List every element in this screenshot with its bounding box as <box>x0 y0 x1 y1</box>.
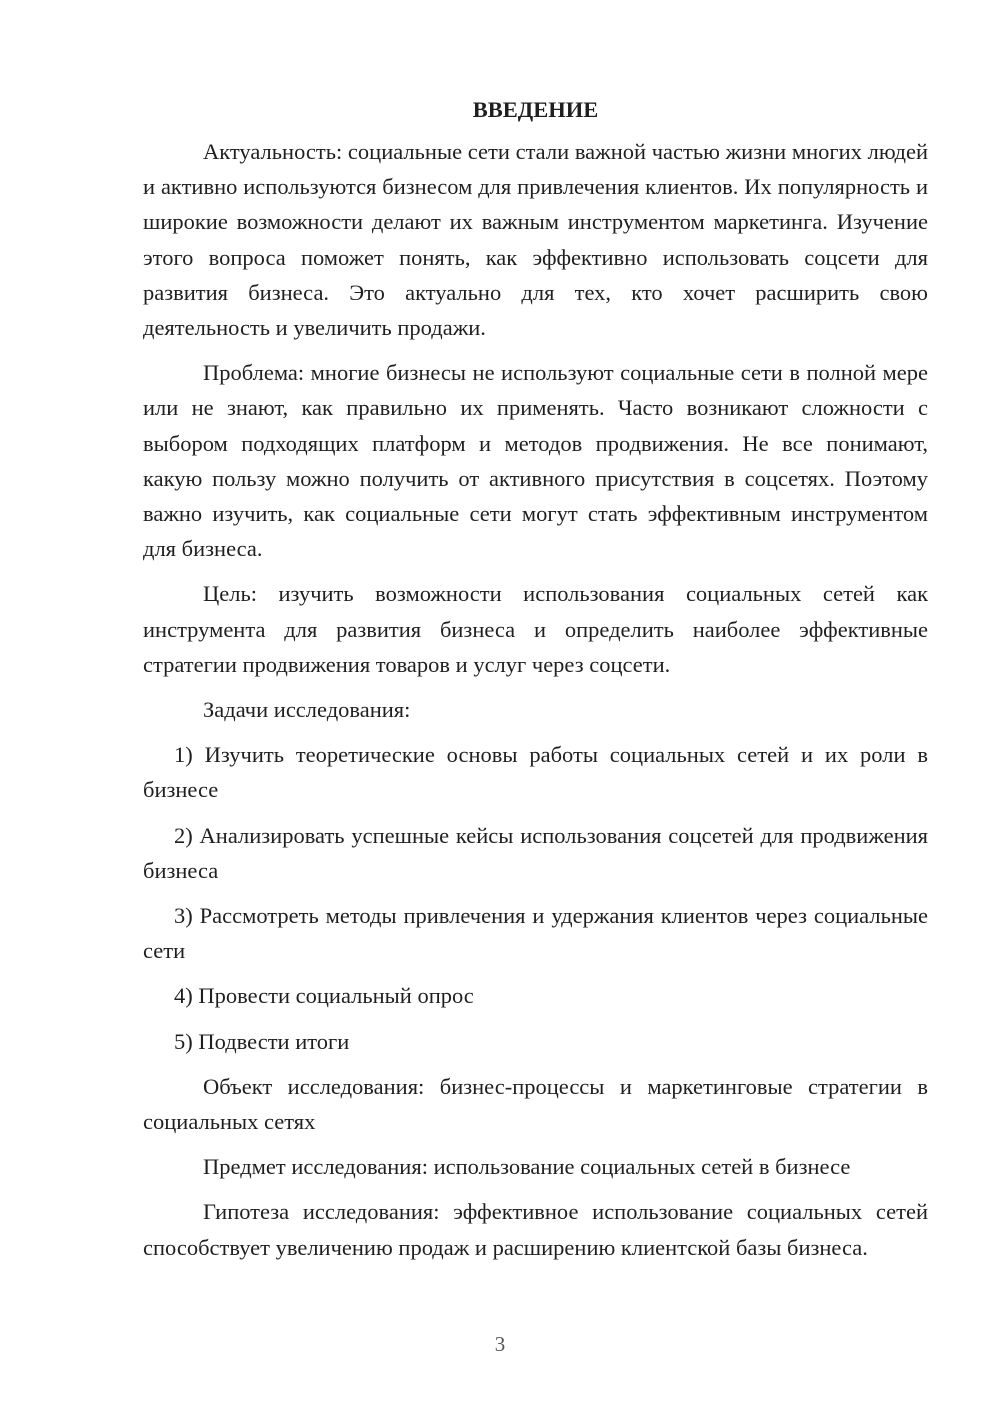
paragraph-goal: Цель: изучить возможности использования социальных сетей как инструмента для развития бизнеса и определить наиболее эффективные стратегии продвижения товаров и услуг через соцсети. <box>143 581 928 677</box>
paragraph-object: Объект исследования: бизнес-процессы и маркетинговые стратегии в социальных сетях <box>143 1073 928 1135</box>
paragraph-subject: Предмет исследования: использование социальных сетей в бизнесе <box>203 1154 851 1180</box>
task-item: 2) Анализировать успешные кейсы использования соцсетей для продвижения бизнеса <box>143 822 928 883</box>
document-page <box>143 92 928 1275</box>
document-title: ВВЕДЕНИЕ <box>472 97 599 122</box>
task-item: 5) Подвести итоги <box>174 1028 350 1054</box>
paragraph-hypothesis: Гипотеза исследования: эффективное использование социальных сетей способствует увеличению продаж и расширению клиентской базы бизнеса. <box>143 1199 928 1260</box>
page-number: 3 <box>494 1332 506 1356</box>
task-item: 1) Изучить теоретические основы работы социальных сетей и их роли в бизнесе <box>143 742 928 803</box>
task-item: 3) Рассмотреть методы привлечения и удержания клиентов через социальные сети <box>143 903 928 964</box>
paragraph-problem: Проблема: многие бизнесы не используют социальные сети в полной мере или не знают, как правильно их применять. Часто возникают сложности с выбором подходящих платформ и методов продвижения. Не все понимают, какую пользу можно получить от активного присутствия в соцсетях. Поэтому важно изучить, как социальные сети могут стать эффективным инструментом для бизнеса. <box>143 360 928 562</box>
paragraph-tasks-heading: Задачи исследования: <box>203 697 411 723</box>
task-item: 4) Провести социальный опрос <box>174 983 474 1009</box>
paragraph-relevance: Актуальность: социальные сети стали важной частью жизни многих людей и активно используются бизнесом для привлечения клиентов. Их популярность и широкие возможности делают их важным инструментом маркетинга. Изучение этого вопроса поможет понять, как эффективно использовать соцсети для развития бизнеса. Это актуально для тех, кто хочет расширить свою деятельность и увеличить продажи. <box>143 139 928 341</box>
